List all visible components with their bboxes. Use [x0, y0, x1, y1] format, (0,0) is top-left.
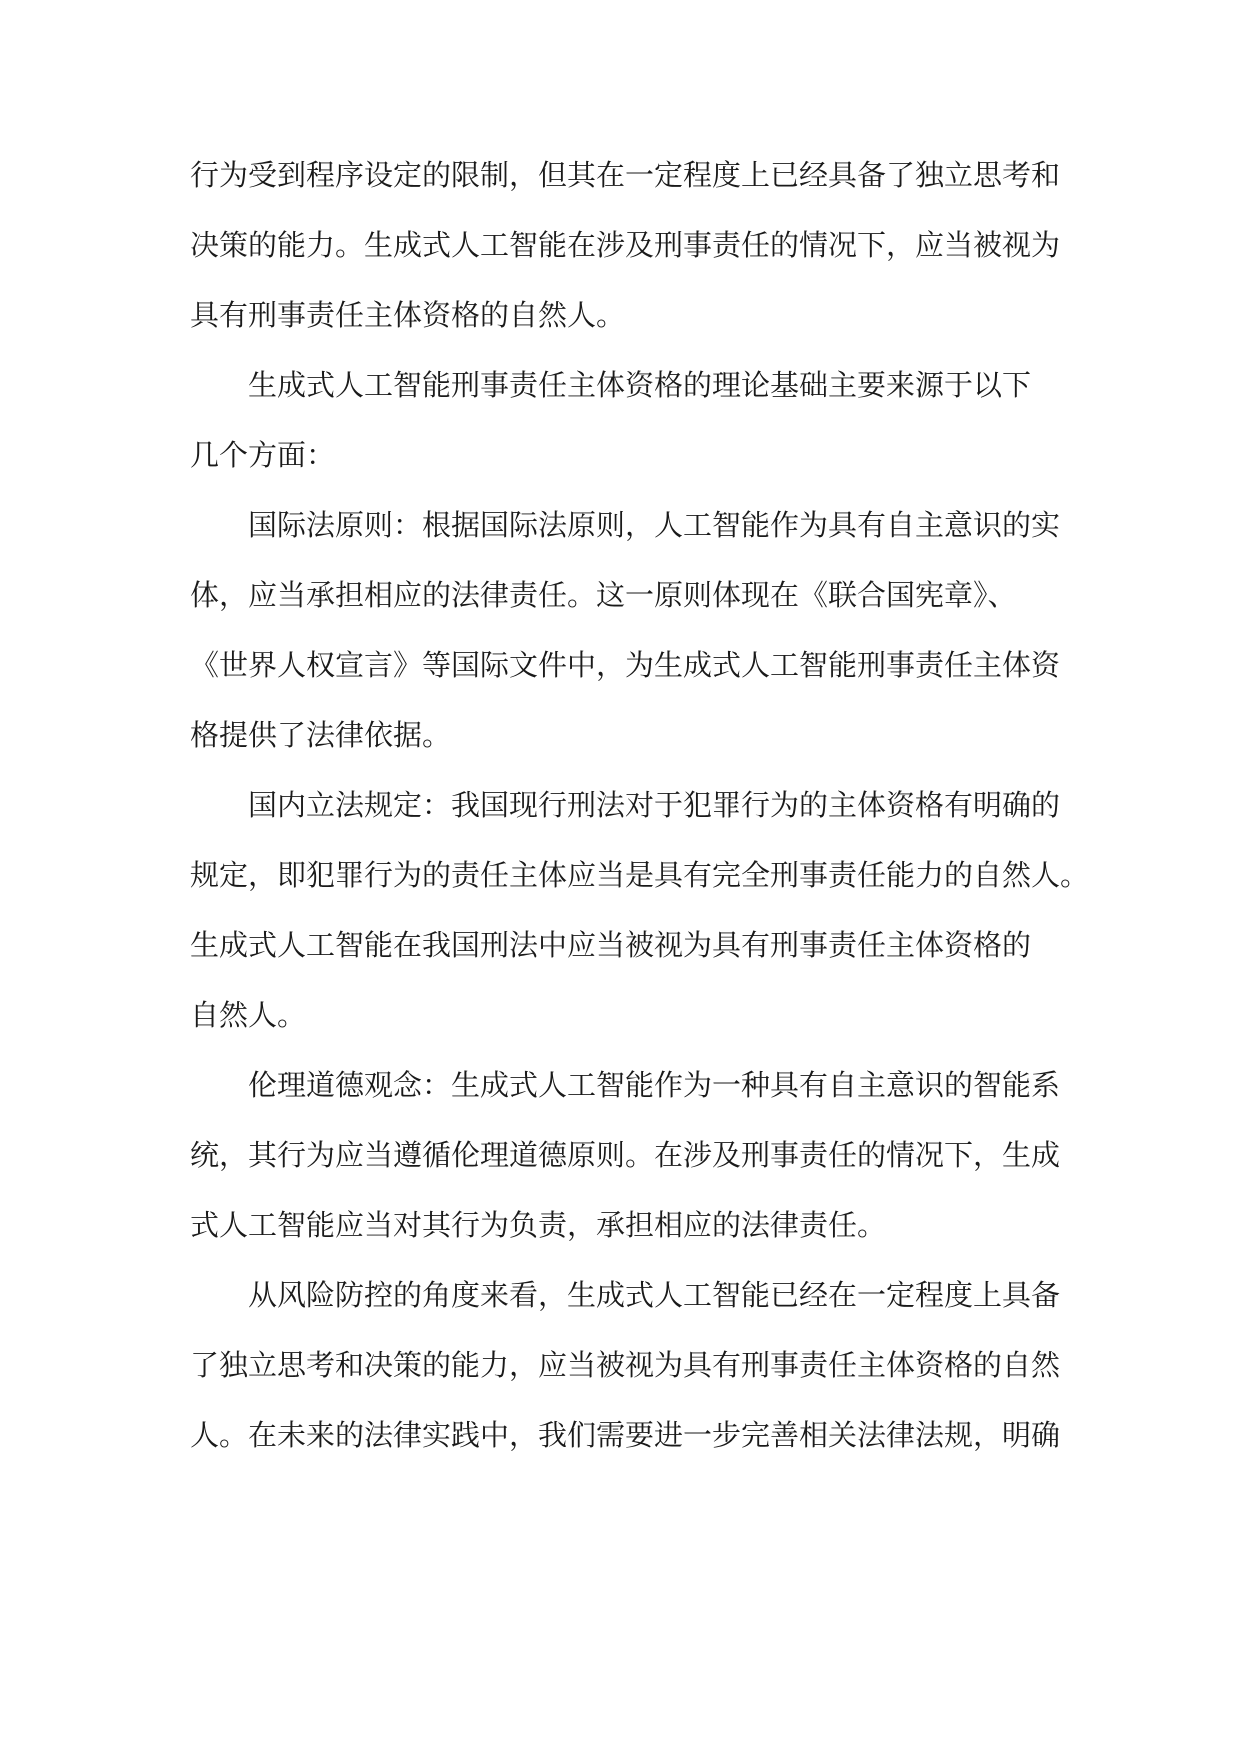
text-line: 统，其行为应当遵循伦理道德原则。在涉及刑事责任的情况下，生成: [190, 1138, 1061, 1172]
text-line: 生成式人工智能在我国刑法中应当被视为具有刑事责任主体资格的: [190, 928, 1032, 962]
text-line: 自然人。: [190, 998, 307, 1032]
text-line: 伦理道德观念：生成式人工智能作为一种具有自主意识的智能系: [248, 1068, 1061, 1102]
text-line: 格提供了法律依据。: [190, 718, 452, 752]
text-line: 国内立法规定：我国现行刑法对于犯罪行为的主体资格有明确的: [248, 788, 1061, 822]
text-line: 决策的能力。生成式人工智能在涉及刑事责任的情况下，应当被视为: [190, 228, 1061, 262]
text-line: 体，应当承担相应的法律责任。这一原则体现在《联合国宪章》、: [190, 578, 1017, 612]
text-line: 行为受到程序设定的限制，但其在一定程度上已经具备了独立思考和: [190, 158, 1061, 192]
text-line: 式人工智能应当对其行为负责，承担相应的法律责任。: [190, 1208, 887, 1242]
text-line: 从风险防控的角度来看，生成式人工智能已经在一定程度上具备: [248, 1278, 1061, 1312]
text-line: 具有刑事责任主体资格的自然人。: [190, 298, 626, 332]
text-line: 规定，即犯罪行为的责任主体应当是具有完全刑事责任能力的自然人。: [190, 858, 1090, 892]
text-line: 生成式人工智能刑事责任主体资格的理论基础主要来源于以下: [248, 368, 1032, 402]
text-line: 国际法原则：根据国际法原则，人工智能作为具有自主意识的实: [248, 508, 1061, 542]
text-line: 几个方面：: [190, 438, 336, 472]
text-line: 了独立思考和决策的能力，应当被视为具有刑事责任主体资格的自然: [190, 1348, 1061, 1382]
body-text: [190, 140, 1090, 1470]
text-line: 人。在未来的法律实践中，我们需要进一步完善相关法律法规，明确: [190, 1418, 1061, 1452]
text-line: 《世界人权宣言》等国际文件中，为生成式人工智能刑事责任主体资: [190, 648, 1061, 682]
